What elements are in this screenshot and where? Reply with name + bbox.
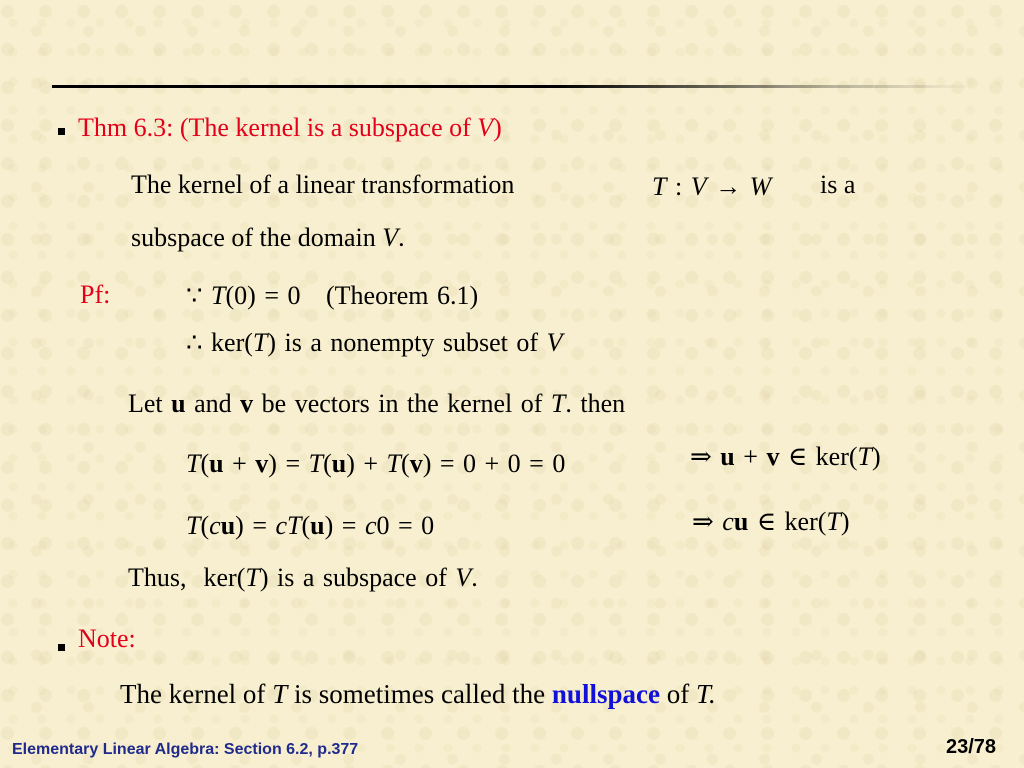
footer-source: Elementary Linear Algebra: Section 6.2, p.377 <box>12 741 359 758</box>
proof-label: Pf: <box>80 280 111 309</box>
proof-step2: ∴ ker(T) is a nonempty subset of V <box>186 328 563 357</box>
page-number: 23/78 <box>946 736 997 758</box>
proof-conclusion: Thus, ker(T) is a subspace of V. <box>128 563 478 592</box>
theorem-heading <box>78 113 502 143</box>
proof-eq2: T(cu) = cT(u) = c0 = 0 <box>186 511 435 540</box>
theorem-heading-suffix: ) <box>493 113 502 142</box>
title-divider <box>52 85 974 88</box>
proof-step1: ∵ T(0) = 0 (Theorem 6.1) <box>186 281 479 310</box>
theorem-heading-var: V <box>477 113 494 142</box>
proof-result1: ⇒ u + v ∈ ker(T) <box>690 442 881 471</box>
proof-eq1: T(u + v) = T(u) + T(v) = 0 + 0 = 0 <box>186 449 566 478</box>
nullspace-term: nullspace <box>551 679 660 709</box>
theorem-line2: subspace of the domain V. <box>131 223 405 252</box>
bullet-theorem <box>58 128 65 135</box>
theorem-heading-prefix: Thm 6.3: (The kernel is a subspace of <box>78 113 478 142</box>
theorem-line1-tail: is a <box>820 170 856 199</box>
note-text: The kernel of T is sometimes called the nullspace of T. <box>120 679 716 709</box>
proof-let-line: Let u and v be vectors in the kernel of T. then <box>128 389 626 418</box>
theorem-line1-text: The kernel of a linear transformation <box>131 170 515 199</box>
theorem-line1-math: T : V → W <box>652 172 772 201</box>
note-label: Note: <box>78 624 136 653</box>
bullet-note <box>58 644 65 651</box>
proof-result2: ⇒ cu ∈ ker(T) <box>692 507 850 536</box>
